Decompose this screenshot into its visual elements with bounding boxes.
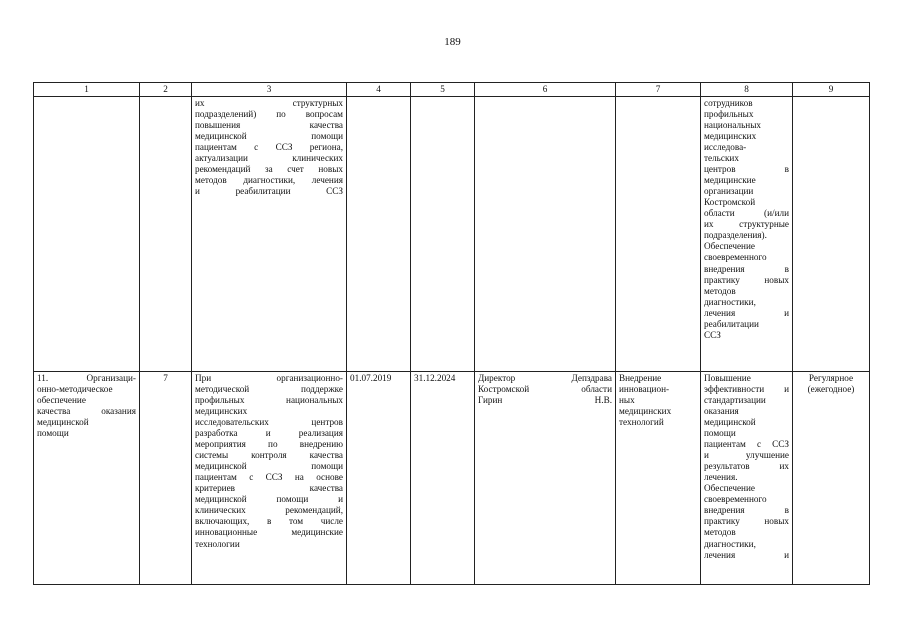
header-cell: 8 <box>701 83 793 97</box>
cell-text: 11. Организаци- онно-методическое обеспечение качества оказания медицинской помощи <box>37 373 136 439</box>
page-number: 189 <box>444 36 461 48</box>
cell-text: 31.12.2024 <box>414 373 456 384</box>
table-cell <box>34 372 140 585</box>
table-cell <box>616 372 701 585</box>
cell-text: их структурных подразделений) по вопросам повышения качества медицинской помощи пациентам с ССЗ региона, актуализации клинических рекомендаций за счет новых методов диагностики, лечения и реабилитации ССЗ <box>195 98 343 197</box>
header-cell: 4 <box>347 83 411 97</box>
header-cell: 6 <box>475 83 616 97</box>
table-cell <box>793 97 870 372</box>
cell-text: При организационно- методической поддержке профильных национальных медицинских исследовательских центров разработка и реализация мероприятия по внедрению системы контроля качества медицинской помощи пациентам с ССЗ на основе критериев качества медицинской помощи и клинических рекомендаций, включающих, в том числе инновационные медицинские технологии <box>195 373 343 549</box>
table-cell <box>34 97 140 372</box>
table-row <box>34 372 870 585</box>
cell-text: 01.07.2019 <box>350 373 392 384</box>
table-cell <box>701 97 793 372</box>
cell-text: Повышение эффективности и стандартизации оказания медицинской помощи пациентам с ССЗ и улучшение результатов их лечения. Обеспечение своевременного внедрения в практику новых методов диагностики, лечения и <box>704 373 789 560</box>
table-cell <box>411 97 475 372</box>
table-cell <box>793 372 870 585</box>
cell-text: Директор Депздрава Костромской области Гирин Н.В. <box>478 373 612 406</box>
header-cell: 5 <box>411 83 475 97</box>
table-cell <box>192 97 347 372</box>
header-cell: 9 <box>793 83 870 97</box>
table-cell <box>411 372 475 585</box>
table-cell <box>616 97 701 372</box>
header-cell: 7 <box>616 83 701 97</box>
cell-text: Внедрение инновацион- ных медицинских технологий <box>619 373 672 428</box>
header-cell: 2 <box>140 83 192 97</box>
table-cell <box>347 372 411 585</box>
measures-table <box>33 82 870 585</box>
table-header-row <box>34 83 870 97</box>
table-cell <box>475 372 616 585</box>
cell-text: Регулярное (ежегодное) <box>807 373 855 395</box>
table-cell <box>347 97 411 372</box>
cell-text: 7 <box>163 373 168 384</box>
table-cell <box>701 372 793 585</box>
table-cell <box>475 97 616 372</box>
header-cell: 1 <box>34 83 140 97</box>
cell-text: сотрудников профильных национальных медицинских исследова- тельских центров в медицинские организации Костромской области (и/или их структурные подразделения). Обеспечение своевременного внедрения в практику новых методов диагностики, лечения и реабилитации ССЗ <box>704 98 789 340</box>
table-row <box>34 97 870 372</box>
table-cell <box>192 372 347 585</box>
table-cell <box>140 372 192 585</box>
table-cell <box>140 97 192 372</box>
header-cell: 3 <box>192 83 347 97</box>
